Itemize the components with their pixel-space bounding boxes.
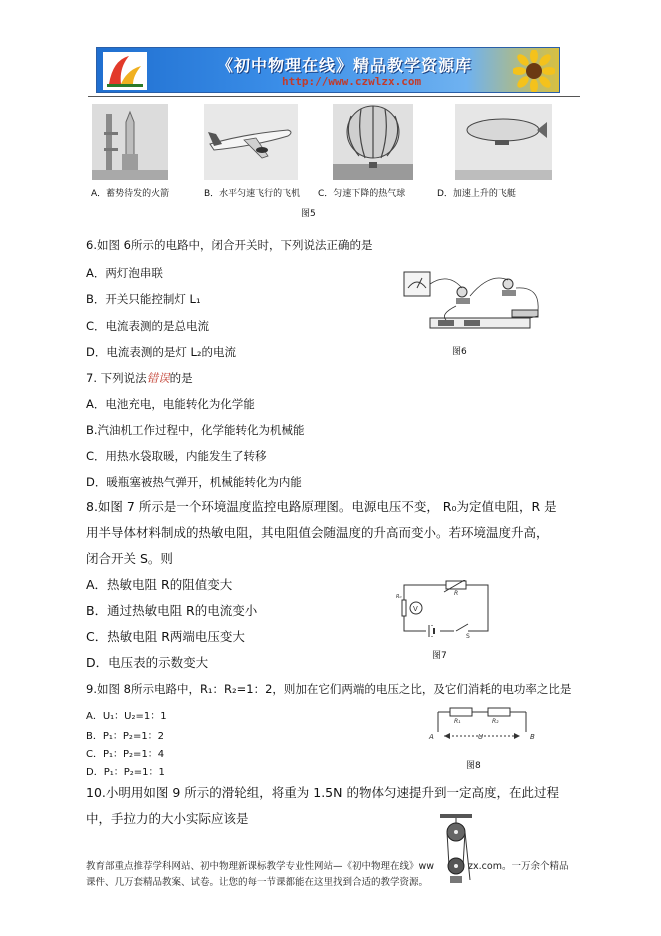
figure7-circuit-diagram	[396, 580, 496, 640]
banner-title: 《初中物理在线》精品教学资源库	[217, 56, 473, 75]
q6-stem: 6.如图 6所示的电路中，闭合开关时，下列说法正确的是	[86, 238, 373, 252]
q8-option-c: C．热敏电阻 R两端电压变大	[86, 629, 245, 644]
rocket-photo	[92, 104, 168, 180]
header-banner	[96, 47, 560, 93]
q7-option-d: D．暖瓶塞被热气弹开，机械能转化为内能	[86, 475, 302, 489]
footer-line-1-text: 教育部重点推荐学科网站、初中物理新课标教学专业性网站—《初中物理在线》ww	[86, 861, 435, 872]
footer-line-2: 课件、几万套精品教案、试卷。让您的每一节课都能在这里找到合适的教学资源。	[86, 877, 429, 888]
figure8-label-r2: R₂	[492, 718, 499, 725]
q7-stem	[86, 370, 193, 386]
figure7-label: 图7	[432, 651, 447, 661]
figure6-label: 图6	[452, 347, 467, 357]
figure8-circuit-diagram	[426, 706, 538, 746]
q6-option-d: D．电流表测的是灯 L₂的电流	[86, 345, 237, 359]
figure5-caption-b: B．水平匀速飞行的飞机	[204, 189, 301, 199]
figure8-label-u: U	[478, 733, 484, 741]
q8-stem-line-2: 用半导体材料制成的热敏电阻，其电阻值会随温度的升高而变小。若环境温度升高，	[86, 525, 549, 540]
q8-option-d: D．电压表的示数变大	[86, 655, 209, 670]
hot-air-balloon-photo	[333, 104, 413, 180]
figure8-label-b: B	[530, 733, 535, 741]
q7-option-b: B.汽油机工作过程中，化学能转化为机械能	[86, 423, 305, 437]
airship-photo	[455, 104, 552, 180]
q10-stem-line-1: 10.小明用如图 9 所示的滑轮组，将重为 1.5N 的物体匀速提升到一定高度，在此过程	[86, 785, 559, 800]
q7-stem-emphasis: 错误	[146, 371, 170, 385]
figure7-label-r: R	[454, 590, 459, 597]
figure7-label-s: S	[466, 633, 470, 640]
q8-stem-line-3: 闭合开关 S。则	[86, 551, 173, 566]
figure5-label: 图5	[301, 209, 316, 219]
footer-line-1	[86, 858, 568, 872]
figure6-circuit-diagram	[400, 266, 550, 338]
q6-option-a: A．两灯泡串联	[86, 266, 163, 280]
figure5-caption-c: C．匀速下降的热气球	[318, 189, 406, 199]
q10-stem-line-2: 中，手拉力的大小实际应该是	[86, 811, 249, 826]
header-rule	[88, 96, 580, 97]
q9-option-b: B．P₁：P₂=1：2	[86, 731, 165, 742]
q7-option-c: C．用热水袋取暖，内能发生了转移	[86, 449, 267, 463]
figure8-label-r1: R₁	[454, 718, 461, 725]
q6-option-b: B．开关只能控制灯 L₁	[86, 292, 201, 306]
figure7-label-r0: R₀	[396, 594, 402, 600]
q7-stem-suffix: 的是	[169, 371, 193, 385]
q6-option-c: C．电流表测的是总电流	[86, 319, 210, 333]
figure8-label: 图8	[466, 761, 481, 771]
q8-option-b: B．通过热敏电阻 R的电流变小	[86, 603, 258, 618]
q7-stem-prefix: 7. 下列说法	[86, 371, 147, 385]
airplane-photo	[204, 104, 298, 180]
figure8-label-a: A	[429, 733, 434, 741]
q9-option-c: C．P₁：P₂=1：4	[86, 749, 165, 760]
banner-url: http://www.czwlzx.com	[282, 75, 422, 88]
svg-text:V: V	[413, 605, 418, 613]
figure5-caption-d: D．加速上升的飞艇	[437, 189, 516, 199]
site-logo-icon	[103, 52, 147, 90]
q8-option-a: A．热敏电阻 R的阻值变大	[86, 577, 233, 592]
q8-stem-line-1: 8.如图 7 所示是一个环境温度监控电路原理图。电源电压不变， R₀为定值电阻，R 是	[86, 499, 557, 514]
q9-stem: 9.如图 8所示电路中，R₁：R₂=1：2，则加在它们两端的电压之比，及它们消耗的电功率之比是	[86, 682, 572, 696]
footer-line-1-tail: zx.com。一万余个精品	[468, 861, 569, 872]
figure5-caption-a: A．蓄势待发的火箭	[91, 189, 170, 199]
q9-option-a: A．U₁：U₂=1：1	[86, 711, 167, 722]
q7-option-a: A．电池充电，电能转化为化学能	[86, 397, 255, 411]
q9-option-d: D．P₁：P₂=1：1	[86, 767, 165, 778]
figure9-pulley-diagram	[438, 814, 474, 884]
sunflower-icon	[513, 50, 555, 92]
